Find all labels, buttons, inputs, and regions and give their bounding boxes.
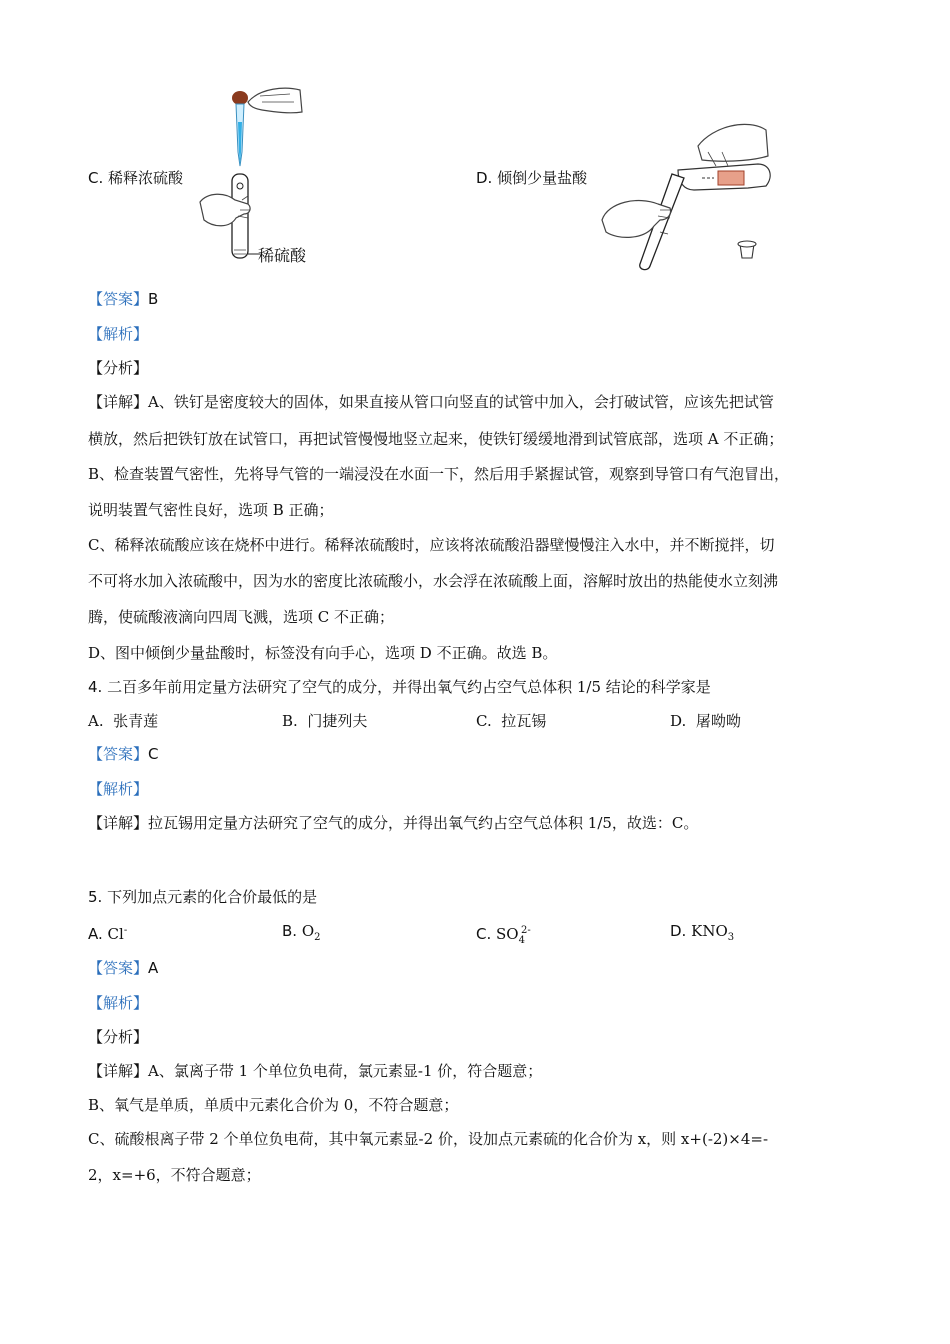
- q4-option-b: B. 门捷列夫: [282, 712, 368, 730]
- q5-stem: 5. 下列加点元素的化合价最低的是: [88, 888, 318, 906]
- q5-option-c: C. $SO_4^{2-}$: [476, 925, 531, 946]
- q4-option-d: D. 屠呦呦: [670, 712, 741, 730]
- dilute-acid-figure: [190, 82, 330, 272]
- q3-detail-line-3: 说明装置气密性良好，选项 B 正确；: [88, 501, 334, 519]
- q4-option-c: C. 拉瓦锡: [476, 712, 547, 730]
- q4-stem: 4. 二百多年前用定量方法研究了空气的成分，并得出氧气约占空气总体积 1/5 结论的科学家是: [88, 678, 711, 696]
- q3-detail-line-7: D、图中倾倒少量盐酸时，标签没有向手心，选项 D 不正确。故选 B。: [88, 644, 558, 662]
- q5-analysis-tag: 【解析】: [88, 994, 149, 1012]
- q5-option-b: B. $O_2$: [282, 922, 321, 943]
- q3-option-d: D. 倾倒少量盐酸: [476, 169, 588, 187]
- q3-detail-line-5: 不可将水加入浓硫酸中，因为水的密度比浓硫酸小，水会浮在浓硫酸上面，溶解时放出的热能使水立刻沸: [88, 572, 779, 590]
- q3-detail-line-4: C、稀释浓硫酸应该在烧杯中进行。稀释浓硫酸时，应该将浓硫酸沿器壁慢慢注入水中，并不断搅拌，切: [88, 536, 775, 554]
- q3-detail-line-2: B、检查装置气密性，先将导气管的一端浸没在水面一下，然后用手紧握试管，观察到导管口有气泡冒出，: [88, 465, 790, 483]
- q4-option-a: A. 张青莲: [88, 712, 159, 730]
- q5-fenxi-tag: 【分析】: [88, 1028, 149, 1046]
- q4-analysis-tag: 【解析】: [88, 780, 149, 798]
- q5-answer: 【答案】A: [88, 959, 159, 977]
- q3-fenxi-tag: 【分析】: [88, 359, 149, 377]
- pour-acid-figure: [598, 116, 778, 272]
- q4-detail: 【详解】拉瓦锡用定量方法研究了空气的成分，并得出氧气约占空气总体积 1/5，故选：C。: [88, 814, 699, 832]
- q3-analysis-tag: 【解析】: [88, 325, 149, 343]
- q3-detail-line-6: 腾，使硫酸液滴向四周飞溅，选项 C 不正确；: [88, 608, 395, 626]
- q5-detail-line-1: B、氧气是单质，单质中元素化合价为 0，不符合题意；: [88, 1096, 459, 1114]
- q5-detail-line-0: 【详解】A、氯离子带 1 个单位负电荷，氯元素显-1 价，符合题意；: [88, 1062, 543, 1080]
- q5-detail-line-2: C、硫酸根离子带 2 个单位负电荷，其中氧元素显-2 价，设加点元素硫的化合价为 x，则 x+(-2)×4=-: [88, 1130, 769, 1148]
- q3-detail-line-1: 横放，然后把铁钉放在试管口，再把试管慢慢地竖立起来，使铁钉缓缓地滑到试管底部，选项 A 不正确；: [88, 430, 784, 448]
- q5-option-a: A. Cl-: [88, 925, 128, 943]
- q3-detail-line-0: 【详解】A、铁钉是密度较大的固体，如果直接从管口向竖直的试管中加入，会打破试管，应该先把试管: [88, 393, 774, 411]
- q4-answer: 【答案】C: [88, 745, 159, 763]
- q3-answer: 【答案】B: [88, 290, 159, 308]
- q5-detail-line-3: 2，x=+6，不符合题意；: [88, 1166, 261, 1184]
- q3-option-c: C. 稀释浓硫酸: [88, 169, 184, 187]
- q5-option-d: D. $KNO_3$: [670, 922, 735, 943]
- figure-c-label: 稀硫酸: [258, 246, 307, 265]
